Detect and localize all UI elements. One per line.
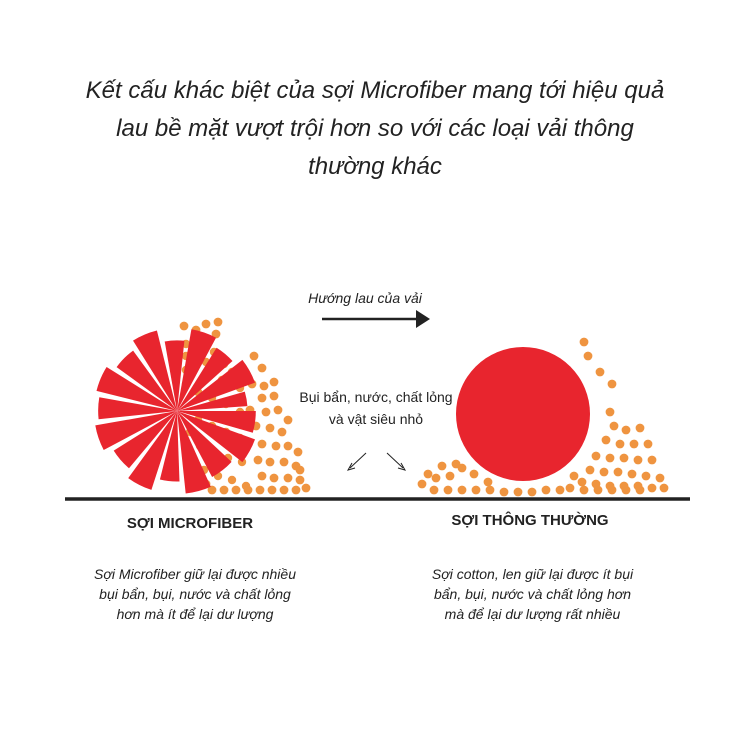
particle-dot xyxy=(584,352,593,361)
particle-dot xyxy=(278,428,287,437)
particle-dot xyxy=(274,406,283,415)
particle-dot xyxy=(280,486,289,495)
particle-dot xyxy=(620,454,629,463)
particle-dot xyxy=(266,458,275,467)
particle-dot xyxy=(580,338,589,347)
particle-dot xyxy=(486,486,495,495)
particle-dot xyxy=(270,474,279,483)
particle-dot xyxy=(606,454,615,463)
page-title: Kết cấu khác biệt của sợi Microfiber mang tới hiệu quả lau bề mặt vượt trội hơn so với các loại vải thông thường khác xyxy=(85,77,665,180)
microfiber-description: Sợi Microfiber giữ lại được nhiều bụi bẩn, bụi, nước và chất lỏng hơn mà ít để lại dư lượng xyxy=(94,566,296,622)
particle-dot xyxy=(270,392,279,401)
particles-label: Bụi bẩn, nước, chất lỏng và vật siêu nhỏ xyxy=(299,389,453,427)
particle-dot xyxy=(430,486,439,495)
particle-dot xyxy=(254,456,263,465)
particle-dot xyxy=(284,474,293,483)
particle-dot xyxy=(484,478,493,487)
particle-dot xyxy=(284,416,293,425)
particle-dot xyxy=(636,486,645,495)
particle-dot xyxy=(596,368,605,377)
particle-dot xyxy=(260,382,269,391)
particle-dot xyxy=(258,394,267,403)
particle-dot xyxy=(302,484,311,493)
particle-dot xyxy=(258,472,267,481)
particle-dot xyxy=(606,408,615,417)
particle-dot xyxy=(622,486,631,495)
particle-dot xyxy=(528,488,537,497)
particle-dot xyxy=(250,352,259,361)
particle-dot xyxy=(566,484,575,493)
particle-dot xyxy=(284,442,293,451)
wipe-direction-label: Hướng lau của vải xyxy=(308,290,422,306)
particle-dot xyxy=(660,484,669,493)
particle-dot xyxy=(472,486,481,495)
particle-dot xyxy=(580,486,589,495)
regular-fiber-heading: SỢI THÔNG THƯỜNG xyxy=(451,512,609,529)
particle-dot xyxy=(232,486,241,495)
particle-dot xyxy=(608,380,617,389)
particle-dot xyxy=(418,480,427,489)
particle-dot xyxy=(656,474,665,483)
particle-dot xyxy=(296,476,305,485)
particle-dot xyxy=(622,426,631,435)
particle-dot xyxy=(556,486,565,495)
particle-dot xyxy=(280,458,289,467)
particle-dot xyxy=(272,442,281,451)
particle-dot xyxy=(438,462,447,471)
particle-dot xyxy=(570,472,579,481)
particle-dot xyxy=(628,470,637,479)
particle-dot xyxy=(432,474,441,483)
particle-dot xyxy=(458,486,467,495)
particle-dot xyxy=(642,472,651,481)
particle-dot xyxy=(630,440,639,449)
particle-dot xyxy=(586,466,595,475)
particle-dot xyxy=(220,486,229,495)
particle-dot xyxy=(634,456,643,465)
particle-dot xyxy=(266,424,275,433)
particle-dot xyxy=(594,486,603,495)
pointer-arrow-left xyxy=(348,453,366,470)
regular-fiber-description: Sợi cotton, len giữ lại được ít bụi bẩn, bụi, nước và chất lỏng hơn mà để lại dư lượng rất nhiều xyxy=(431,566,634,622)
particle-dot xyxy=(452,460,461,469)
particle-dot xyxy=(514,488,523,497)
particle-dot xyxy=(636,424,645,433)
particle-dot xyxy=(180,322,189,331)
particle-dot xyxy=(500,488,509,497)
particle-dot xyxy=(614,468,623,477)
particle-dot xyxy=(446,472,455,481)
particle-dot xyxy=(644,440,653,449)
particle-dot xyxy=(592,452,601,461)
particle-dot xyxy=(600,468,609,477)
pointer-arrow-right xyxy=(387,453,405,470)
microfiber-fiber xyxy=(95,329,256,493)
particle-dot xyxy=(602,436,611,445)
particle-dot xyxy=(270,378,279,387)
particle-dot xyxy=(424,470,433,479)
particle-dot xyxy=(578,478,587,487)
particle-dot xyxy=(610,422,619,431)
particle-dot xyxy=(296,466,305,475)
particle-dot xyxy=(258,440,267,449)
particle-dot xyxy=(214,318,223,327)
particle-dot xyxy=(292,486,301,495)
particle-dot xyxy=(256,486,265,495)
particle-dot xyxy=(470,470,479,479)
particle-dot xyxy=(268,486,277,495)
particle-dot xyxy=(648,484,657,493)
microfiber-heading: SỢI MICROFIBER xyxy=(126,515,254,532)
particle-dot xyxy=(294,448,303,457)
regular-fiber xyxy=(456,347,590,481)
particle-dot xyxy=(244,486,253,495)
particle-dot xyxy=(648,456,657,465)
particle-dot xyxy=(616,440,625,449)
particle-dot xyxy=(608,486,617,495)
particle-dot xyxy=(202,320,211,329)
particle-dot xyxy=(228,476,236,484)
particle-dot xyxy=(258,364,267,373)
wipe-direction-arrow xyxy=(322,310,430,328)
particle-dot xyxy=(262,408,271,417)
particle-dot xyxy=(444,486,453,495)
particle-dot xyxy=(542,486,551,495)
